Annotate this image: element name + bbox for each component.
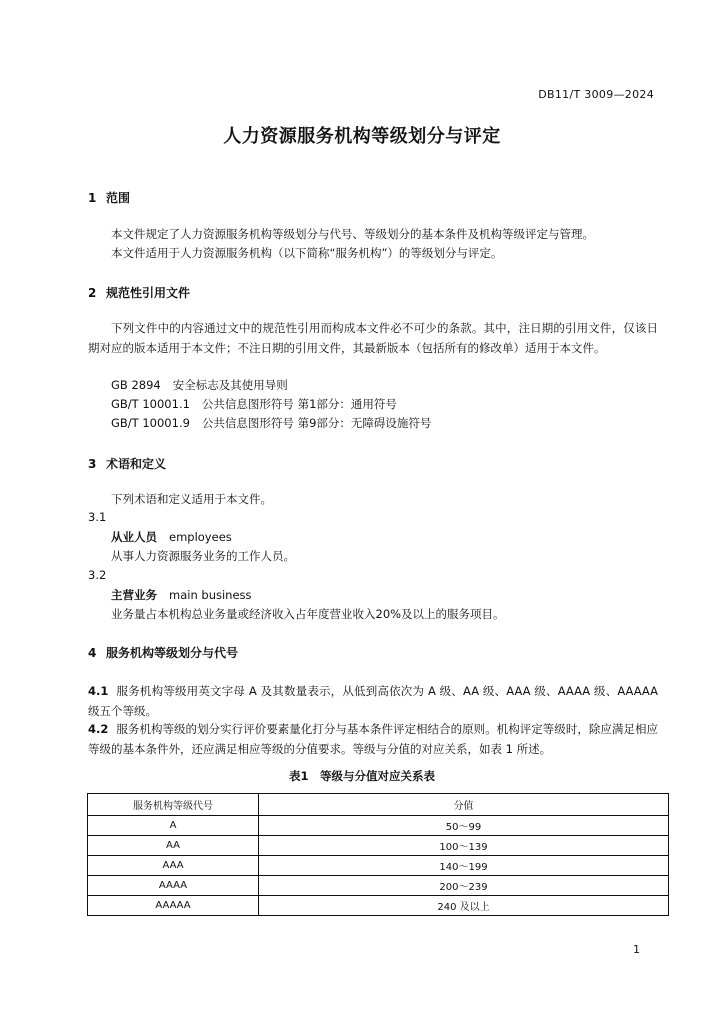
grade-score-table <box>87 793 669 916</box>
reference-name: 公共信息图形符号 第9部分：无障碍设施符号 <box>201 416 432 430</box>
grade-cell: AAAA <box>88 876 259 896</box>
section-4-title: 服务机构等级划分与代号 <box>106 646 239 660</box>
term-name-en: main business <box>169 588 252 602</box>
section-1-number: 1 <box>88 191 97 205</box>
table-header-cell: 分值 <box>259 794 669 816</box>
section-1-heading <box>88 189 130 206</box>
section-2-heading <box>88 284 190 301</box>
grade-cell: AAA <box>88 856 259 876</box>
term-number: 3.1 <box>88 510 107 524</box>
reference-code: GB/T 10001.1 <box>111 397 190 411</box>
reference-line <box>111 396 397 412</box>
section-2-title: 规范性引用文件 <box>106 286 191 300</box>
section-3-number: 3 <box>88 457 97 471</box>
reference-name: 公共信息图形符号 第1部分：通用符号 <box>201 397 397 411</box>
term-name-cn: 从业人员 <box>111 530 157 544</box>
table-header-cell: 服务机构等级代号 <box>88 794 259 816</box>
score-cell: 100～139 <box>259 836 669 856</box>
table-row <box>88 876 669 896</box>
grade-cell: AA <box>88 836 259 856</box>
page-number: 1 <box>633 943 640 956</box>
table-caption: 表1 等级与分值对应关系表 <box>288 769 435 783</box>
term-definition: 业务量占本机构总业务量或经济收入占年度营业收入20%及以上的服务项目。 <box>111 607 505 621</box>
clause-text: 服务机构等级用英文字母 A 及其数量表示，从低到高依次为 A 级、AA 级、AAA 级、AAAA 级、AAAAA 级五个等级。 <box>88 684 658 718</box>
clause-4-2 <box>88 720 658 759</box>
section-4-heading <box>88 644 238 661</box>
section-1-paragraph-2: 本文件适用于人力资源服务机构（以下简称“服务机构”）的等级划分与评定。 <box>111 246 503 260</box>
table-header-row <box>88 794 669 816</box>
reference-line <box>111 415 431 431</box>
term-name-cn: 主营业务 <box>111 588 157 602</box>
score-cell: 240 及以上 <box>259 896 669 916</box>
clause-text: 服务机构等级的划分实行评价要素量化打分与基本条件评定相结合的原则。机构评定等级时，除应满足相应等级的基本条件外，还应满足相应等级的分值要求。等级与分值的对应关系，如表 1 所述。 <box>88 722 658 756</box>
term-definition: 从事人力资源服务业务的工作人员。 <box>111 549 295 563</box>
table-row <box>88 816 669 836</box>
document-title: 人力资源服务机构等级划分与评定 <box>223 126 501 147</box>
section-3-title: 术语和定义 <box>106 457 167 471</box>
term-name <box>111 587 252 603</box>
reference-name: 安全标志及其使用导则 <box>172 378 288 392</box>
grade-cell: AAAAA <box>88 896 259 916</box>
reference-line <box>111 377 288 393</box>
section-1-title: 范围 <box>106 191 131 205</box>
clause-number: 4.1 <box>88 684 109 698</box>
doc-code: DB11/T 3009—2024 <box>538 88 654 101</box>
score-cell: 140～199 <box>259 856 669 876</box>
score-cell: 50～99 <box>259 816 669 836</box>
table-row <box>88 896 669 916</box>
reference-code: GB/T 10001.9 <box>111 416 190 430</box>
score-cell: 200～239 <box>259 876 669 896</box>
section-3-heading <box>88 455 166 472</box>
section-4-number: 4 <box>88 646 97 660</box>
section-2-number: 2 <box>88 286 97 300</box>
section-1-paragraph-1: 本文件规定了人力资源服务机构等级划分与代号、等级划分的基本条件及机构等级评定与管理。 <box>111 227 594 241</box>
section-3-intro: 下列术语和定义适用于本文件。 <box>111 492 272 506</box>
clause-4-1 <box>88 682 658 721</box>
term-name <box>111 529 232 545</box>
table-row <box>88 856 669 876</box>
grade-cell: A <box>88 816 259 836</box>
term-name-en: employees <box>169 530 232 544</box>
reference-code: GB 2894 <box>111 378 161 392</box>
section-2-intro: 下列文件中的内容通过文中的规范性引用而构成本文件必不可少的条款。其中，注日期的引用文件，仅该日期对应的版本适用于本文件；不注日期的引用文件，其最新版本（包括所有的修改单）适用于本文件。 <box>88 321 658 355</box>
term-number: 3.2 <box>88 568 107 582</box>
table-row <box>88 836 669 856</box>
clause-number: 4.2 <box>88 722 109 736</box>
